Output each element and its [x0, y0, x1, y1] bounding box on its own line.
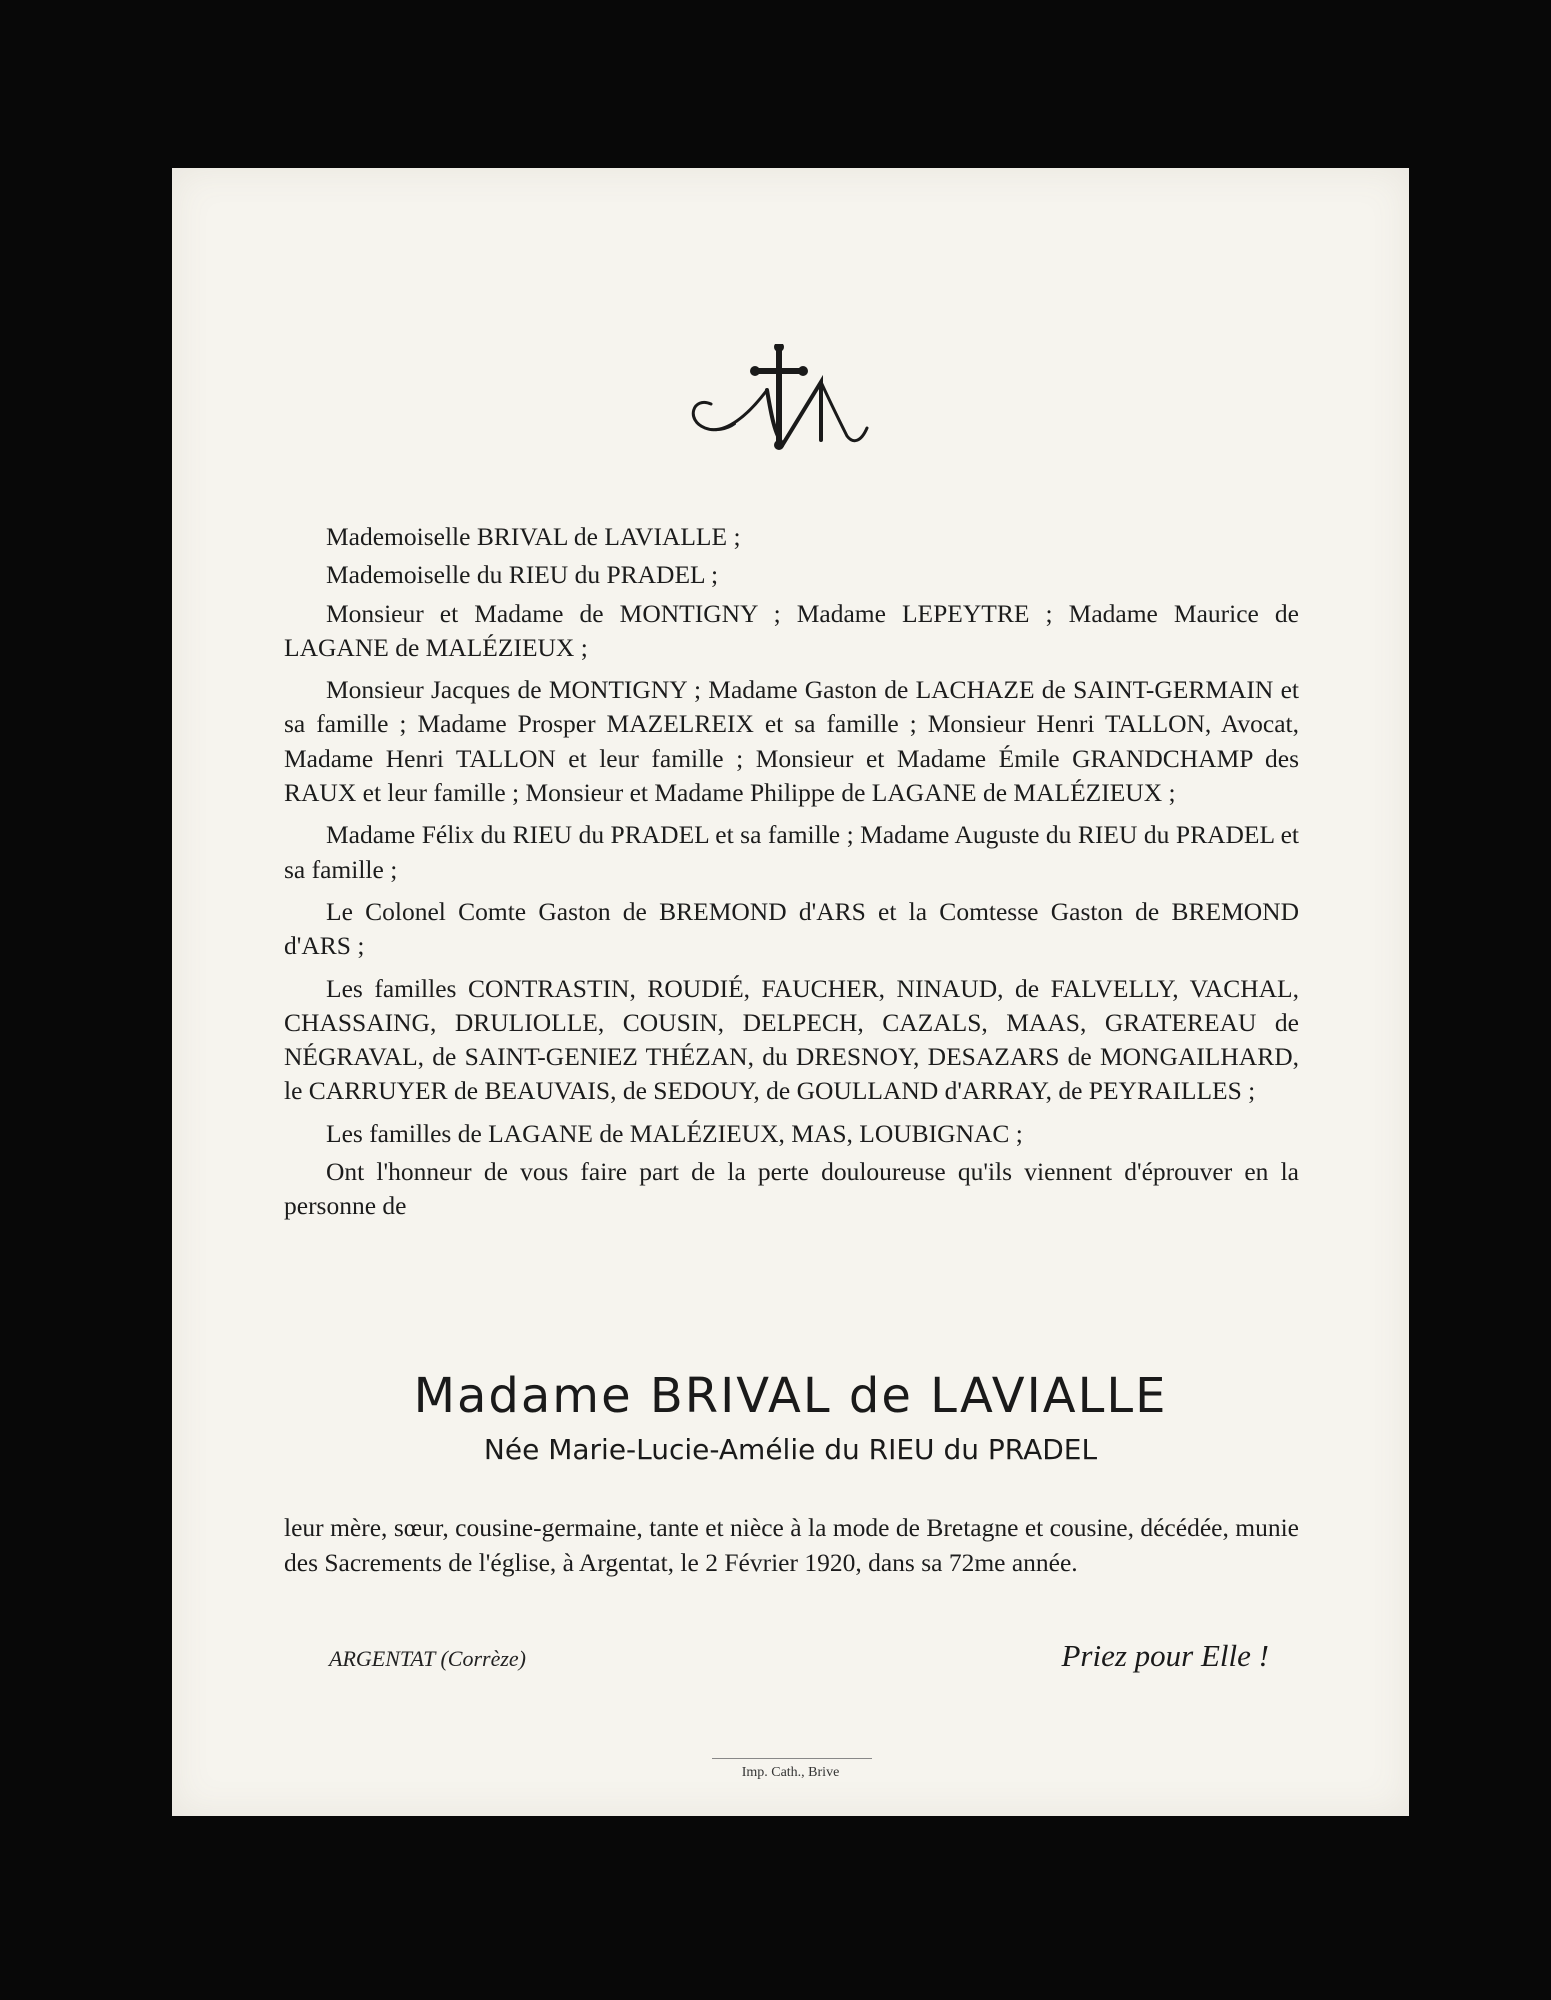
birth-name: Née Marie-Lucie-Amélie du RIEU du PRADEL — [483, 1433, 1098, 1466]
family-announcement-text — [284, 520, 1299, 1232]
prayer-line: Priez pour Elle ! — [1061, 1638, 1269, 1673]
family-paragraph: Madame Félix du RIEU du PRADEL et sa famille ; Madame Auguste du RIEU du PRADEL et sa famille ; — [284, 820, 1299, 884]
cross-monogram-icon — [671, 344, 911, 464]
family-paragraph: Ont l'honneur de vous faire part de la perte douloureuse qu'ils viennent d'éprouver en la personne de — [284, 1157, 1299, 1221]
family-paragraph: Les familles de LAGANE de MALÉZIEUX, MAS, LOUBIGNAC ; — [326, 1118, 1023, 1148]
family-paragraph: Monsieur Jacques de MONTIGNY ; Madame Gaston de LACHAZE de SAINT-GERMAIN et sa famille ; Madame Prosper MAZELREIX et sa famille ; Monsieur Henri TALLON, Avocat, Madame Henri TALLON et leur famille ; Monsieur et Madame Émile GRANDCHAMP des RAUX et leur famille ; Monsieur et Madame Philippe de LAGANE de MALÉZIEUX ; — [284, 675, 1299, 808]
place-of-death: ARGENTAT (Corrèze) — [329, 1646, 526, 1671]
announcement-sheet — [172, 168, 1409, 1816]
family-paragraph: Le Colonel Comte Gaston de BREMOND d'ARS et la Comtesse Gaston de BREMOND d'ARS ; — [284, 896, 1299, 961]
family-paragraph: Mademoiselle du RIEU du PRADEL ; — [326, 560, 719, 590]
deceased-name: Madame BRIVAL de LAVIALLE — [413, 1368, 1168, 1424]
cross-monogram-header — [172, 344, 1409, 464]
family-paragraph: Mademoiselle BRIVAL de LAVIALLE ; — [326, 522, 741, 551]
printer-divider — [712, 1758, 872, 1759]
family-paragraph: Monsieur et Madame de MONTIGNY ; Madame LEPEYTRE ; Madame Maurice de LAGANE de MALÉZIEUX ; — [284, 598, 1299, 662]
death-notice-text: leur mère, sœur, cousine-germaine, tante et nièce à la mode de Bretagne et cousine, décédée, munie des Sacrements de l'église, à Argentat, le 2 Février 1920, dans sa 72me année. — [284, 1513, 1299, 1577]
family-paragraph: Les familles CONTRASTIN, ROUDIÉ, FAUCHER, NINAUD, de FALVELLY, VACHAL, CHASSAING, DRULIOLLE, COUSIN, DELPECH, CAZALS, MAAS, GRATEREAU de NÉGRAVAL, de SAINT-GENIEZ THÉZAN, du DRESNOY, DESAZARS de MONGAILHARD, le CARRUYER de BEAUVAIS, de SEDOUY, de GOULLAND d'ARRAY, de PEYRAILLES ; — [284, 973, 1299, 1106]
printer-credit: Imp. Cath., Brive — [741, 1765, 840, 1780]
